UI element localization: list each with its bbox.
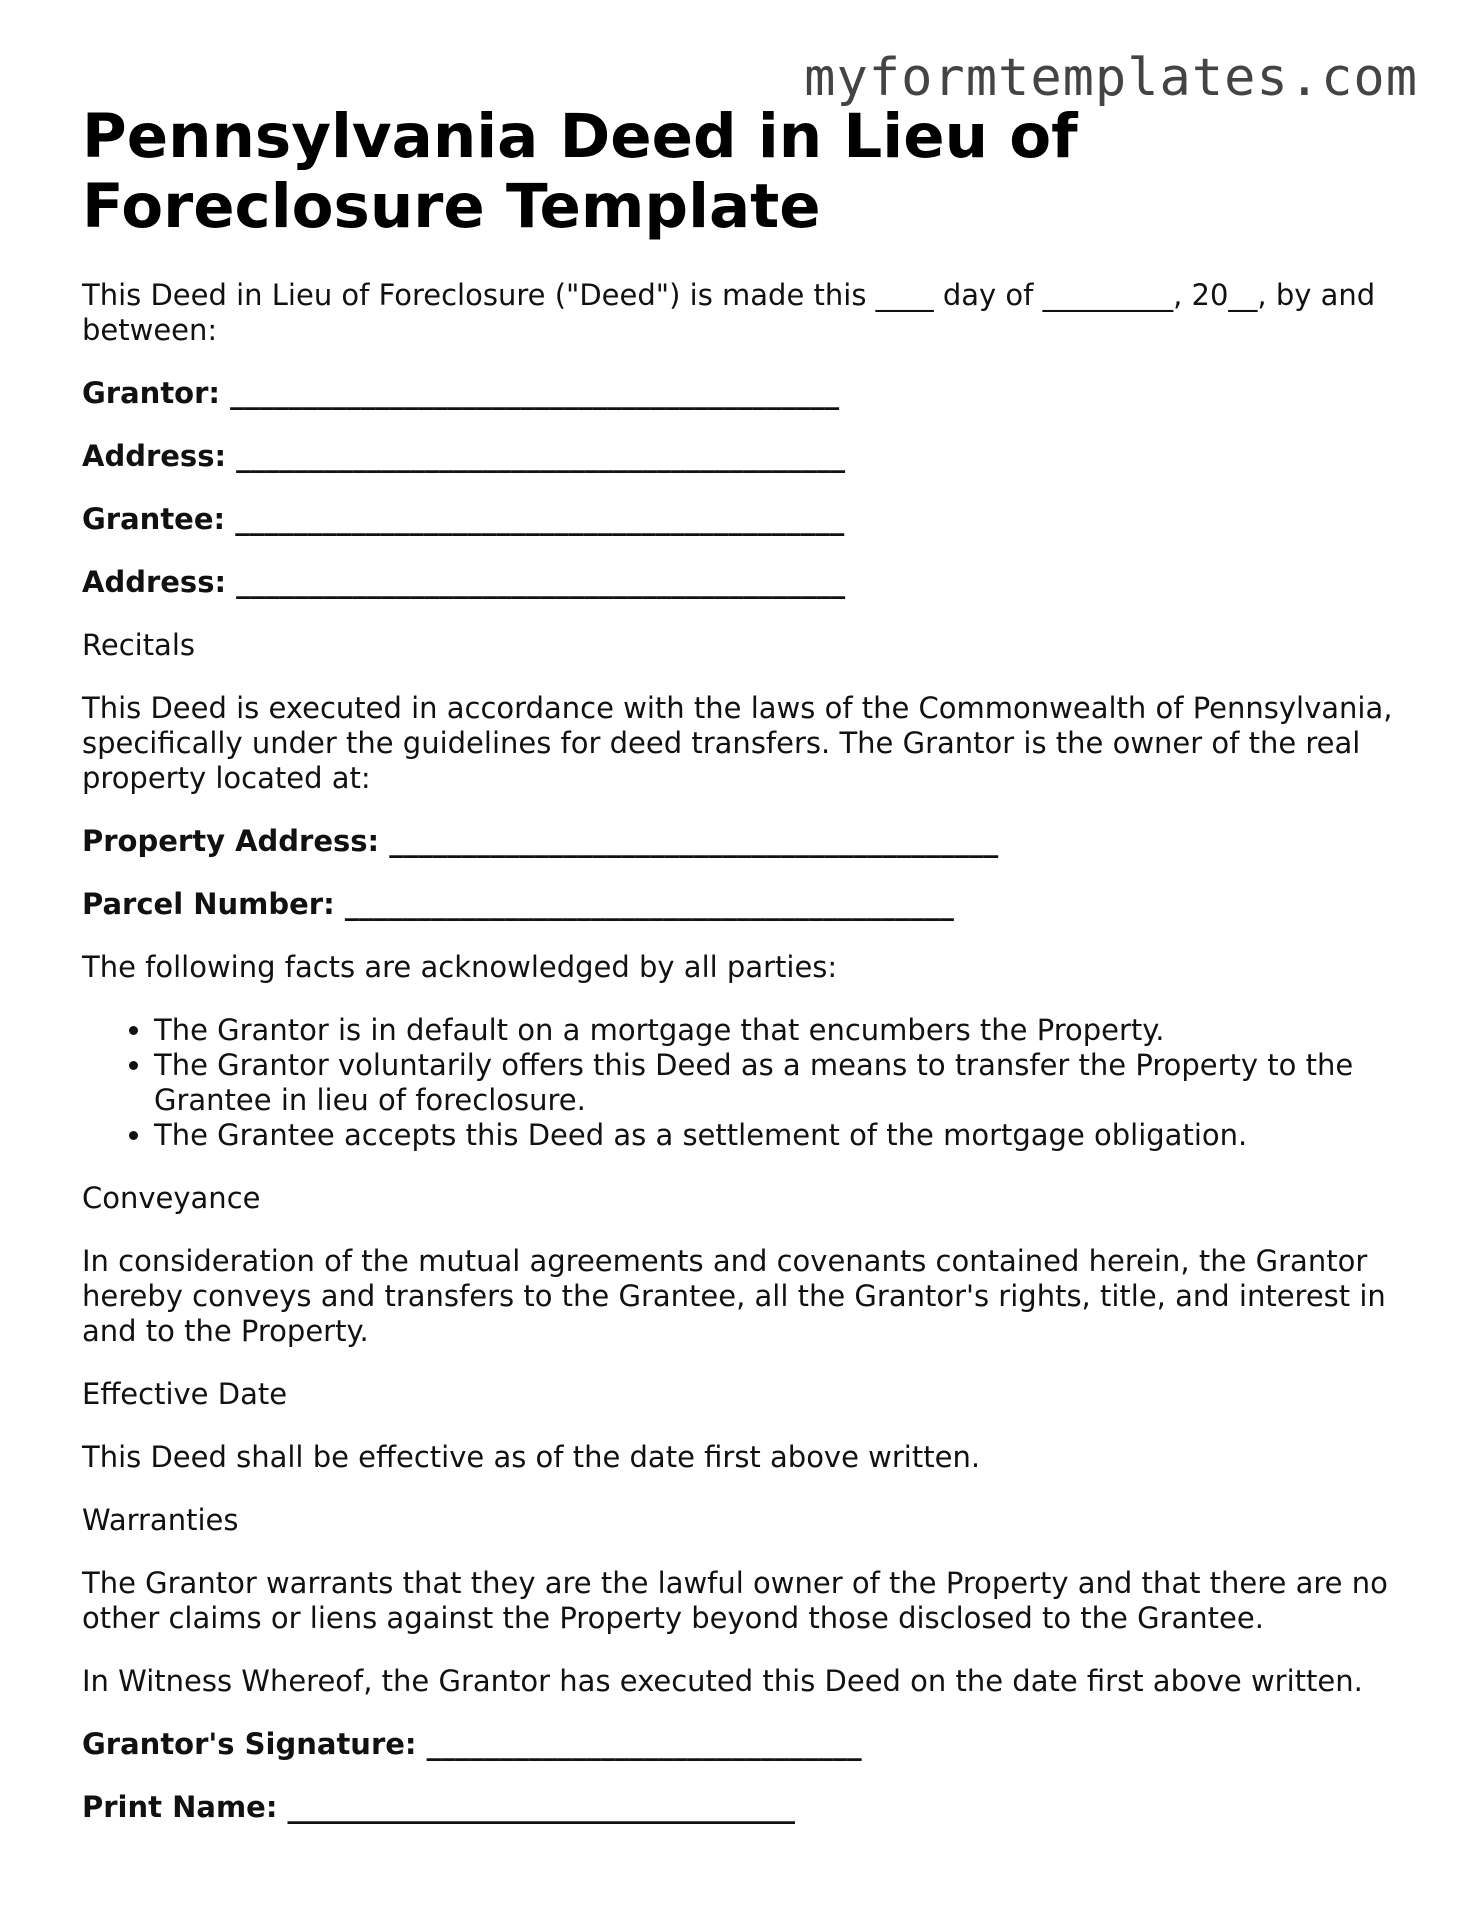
grantor-signature-field[interactable] — [82, 1727, 1402, 1762]
recitals-heading: Recitals — [82, 628, 195, 662]
grantee-address-field[interactable] — [82, 565, 1402, 600]
facts-intro: The following facts are acknowledged by all parties: — [82, 950, 838, 984]
parcel-number-label: Parcel Number: — [82, 887, 335, 921]
facts-list — [82, 1013, 1402, 1153]
warranties-heading: Warranties — [82, 1503, 239, 1537]
parcel-number-blank[interactable]: __________________________________________ — [344, 887, 954, 921]
grantor-blank[interactable]: __________________________________________ — [230, 376, 840, 410]
grantee-address-blank[interactable]: __________________________________________ — [236, 565, 846, 599]
list-item: • The Grantor voluntarily offers this Deed as a means to transfer the Property to the Grantee in lieu of foreclosure. — [154, 1048, 1402, 1118]
grantor-address-blank[interactable]: __________________________________________ — [236, 439, 846, 473]
conveyance-heading: Conveyance — [82, 1181, 261, 1215]
site-watermark: myformtemplates.com — [804, 48, 1418, 108]
grantee-label: Grantee: — [82, 502, 226, 536]
parcel-number-field[interactable] — [82, 887, 1402, 922]
grantor-label: Grantor: — [82, 376, 221, 410]
grantee-address-label: Address: — [82, 565, 227, 599]
grantor-signature-blank[interactable]: ______________________________ — [426, 1727, 862, 1761]
list-item: • The Grantor is in default on a mortgage that encumbers the Property. — [154, 1013, 1402, 1048]
conveyance-text: In consideration of the mutual agreements and covenants contained herein, the Grantor hereby conveys and transfers to the Grantee, all the Grantor's rights, title, and interest in and to the Property. — [82, 1244, 1386, 1348]
grantee-blank[interactable]: __________________________________________ — [235, 502, 845, 536]
grantor-address-label: Address: — [82, 439, 227, 473]
intro-paragraph: This Deed in Lieu of Foreclosure ("Deed") is made this ____ day of _________, 20__, by and between: — [82, 278, 1376, 347]
effective-date-heading: Effective Date — [82, 1377, 288, 1411]
property-address-field[interactable] — [82, 824, 1402, 859]
grantor-field[interactable] — [82, 376, 1402, 411]
print-name-blank[interactable]: ___________________________________ — [287, 1790, 796, 1824]
print-name-field[interactable] — [82, 1790, 1402, 1825]
grantor-signature-label: Grantor's Signature: — [82, 1727, 417, 1761]
effective-date-text: This Deed shall be effective as of the date first above written. — [82, 1440, 981, 1474]
grantee-field[interactable] — [82, 502, 1402, 537]
property-address-label: Property Address: — [82, 824, 380, 858]
witness-text: In Witness Whereof, the Grantor has executed this Deed on the date first above written. — [82, 1664, 1363, 1698]
print-name-label: Print Name: — [82, 1790, 278, 1824]
warranties-text: The Grantor warrants that they are the lawful owner of the Property and that there are no other claims or liens against the Property beyond those disclosed to the Grantee. — [82, 1566, 1388, 1635]
recitals-text: This Deed is executed in accordance with the laws of the Commonwealth of Pennsylvania, specifically under the guidelines for deed transfers. The Grantor is the owner of the real property located at: — [82, 691, 1393, 795]
deed-document — [82, 102, 1402, 1825]
property-address-blank[interactable]: __________________________________________ — [389, 824, 999, 858]
list-item: • The Grantee accepts this Deed as a settlement of the mortgage obligation. — [154, 1118, 1402, 1153]
page-title: Pennsylvania Deed in Lieu of Foreclosure Template — [82, 101, 1078, 242]
grantor-address-field[interactable] — [82, 439, 1402, 474]
